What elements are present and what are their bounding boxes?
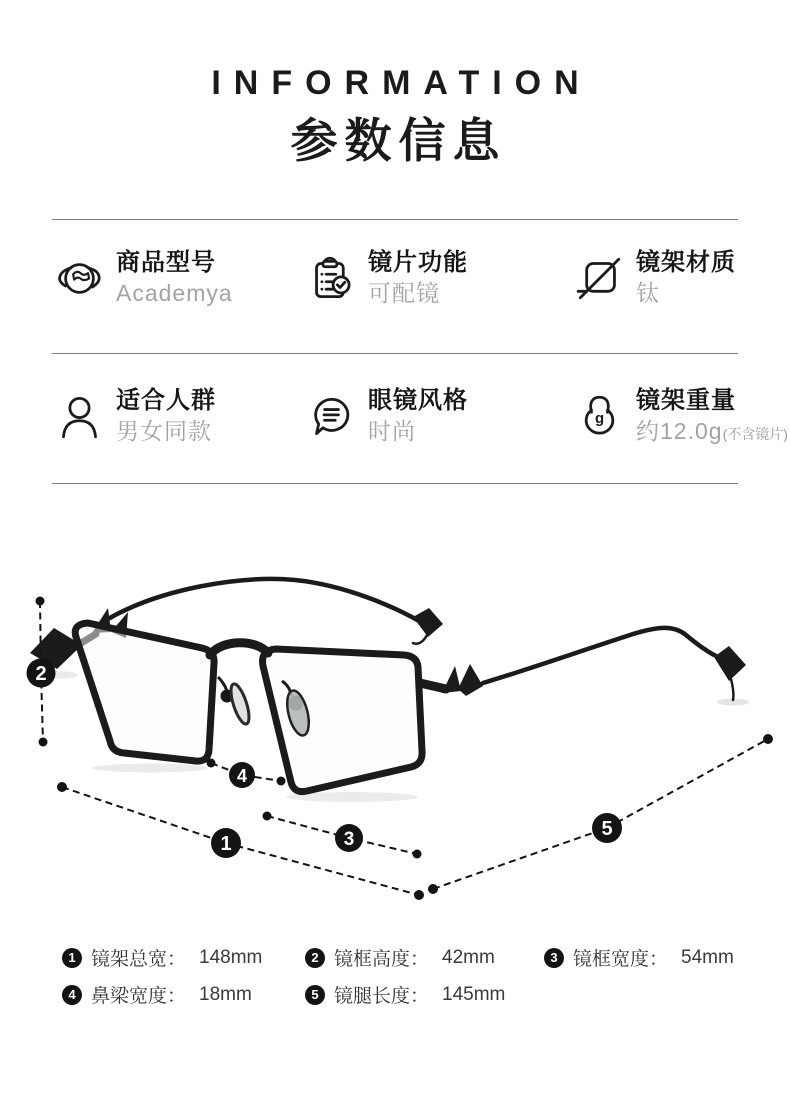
measurement-item-temple-length	[305, 981, 505, 1008]
spec-value: Academya	[116, 280, 233, 307]
spec-label: 镜架材质	[636, 249, 736, 276]
speech-bubble-icon	[308, 393, 355, 440]
divider-bottom	[52, 483, 738, 484]
measurement-item-total-width	[62, 944, 262, 971]
measurement-item-bridge-width	[62, 981, 252, 1008]
spec-label: 镜架重量	[636, 387, 736, 414]
badge-2-num: 2	[35, 663, 47, 685]
spec-label: 商品型号	[116, 249, 216, 276]
spec-lens-function	[308, 250, 468, 307]
spec-frame-weight	[576, 388, 788, 445]
measurement-label: 镜框高度：	[334, 949, 430, 970]
measurement-value: 54mm	[681, 946, 734, 968]
page-title-zh: 参数信息	[290, 114, 507, 167]
right-temple-tip	[714, 646, 746, 681]
spec-value-main: 约12.0g	[636, 418, 723, 445]
spec-label: 镜片功能	[368, 249, 468, 276]
left-temple-arm	[108, 579, 421, 622]
page-title-en: INFORMATION	[211, 64, 592, 102]
right-temple-arm	[483, 628, 716, 683]
spec-product-model	[56, 250, 233, 307]
measurement-label: 镜框宽度：	[573, 949, 669, 970]
planet-icon	[56, 255, 103, 302]
svg-text:g: g	[594, 409, 605, 427]
crop-material-icon	[576, 255, 623, 302]
measurement-item-frame-height	[305, 944, 495, 971]
measurement-value: 148mm	[199, 946, 263, 968]
spec-frame-material	[576, 250, 736, 307]
list-badge-5: 5	[305, 985, 325, 1005]
badge-5-num: 5	[601, 818, 613, 840]
spec-value-note: (不含镜片)	[722, 426, 788, 443]
measurement-label: 鼻梁宽度：	[91, 986, 187, 1007]
measurement-value: 145mm	[442, 983, 506, 1005]
divider-middle	[52, 353, 738, 354]
right-hinge	[420, 683, 446, 689]
left-lens	[75, 623, 214, 761]
right-lens	[263, 649, 423, 792]
spec-suitable-people	[56, 388, 216, 445]
list-badge-2: 2	[305, 948, 325, 968]
measurement-item-frame-width	[544, 944, 734, 971]
badge-4-num: 4	[236, 766, 248, 786]
list-badge-1: 1	[62, 948, 82, 968]
badge-1-num: 1	[220, 833, 232, 855]
measurement-label: 镜架总宽：	[91, 949, 187, 970]
badge-3-num: 3	[343, 829, 355, 850]
glasses-product-photo	[0, 555, 790, 915]
list-badge-4: 4	[62, 985, 82, 1005]
spec-value: 钛	[636, 280, 660, 307]
list-badge-3: 3	[544, 948, 564, 968]
measurement-value: 18mm	[199, 983, 252, 1005]
clipboard-check-icon	[308, 255, 355, 302]
left-nose-pad	[227, 682, 252, 726]
spec-value: 时尚	[368, 418, 416, 445]
spec-glasses-style	[308, 388, 468, 445]
spec-value	[636, 418, 788, 444]
left-temple-tip	[413, 608, 443, 637]
measurement-line-5	[433, 739, 768, 889]
spec-value: 可配镜	[368, 280, 440, 307]
bridge	[210, 643, 268, 655]
person-icon	[56, 393, 103, 440]
measurement-value: 42mm	[442, 946, 495, 968]
measurement-label: 镜腿长度：	[334, 986, 430, 1007]
glasses-frame	[30, 579, 749, 802]
divider-top	[52, 219, 738, 220]
spec-label: 眼镜风格	[368, 387, 468, 414]
spec-label: 适合人群	[116, 387, 216, 414]
spec-value: 男女同款	[116, 418, 212, 445]
weight-icon	[576, 393, 623, 440]
